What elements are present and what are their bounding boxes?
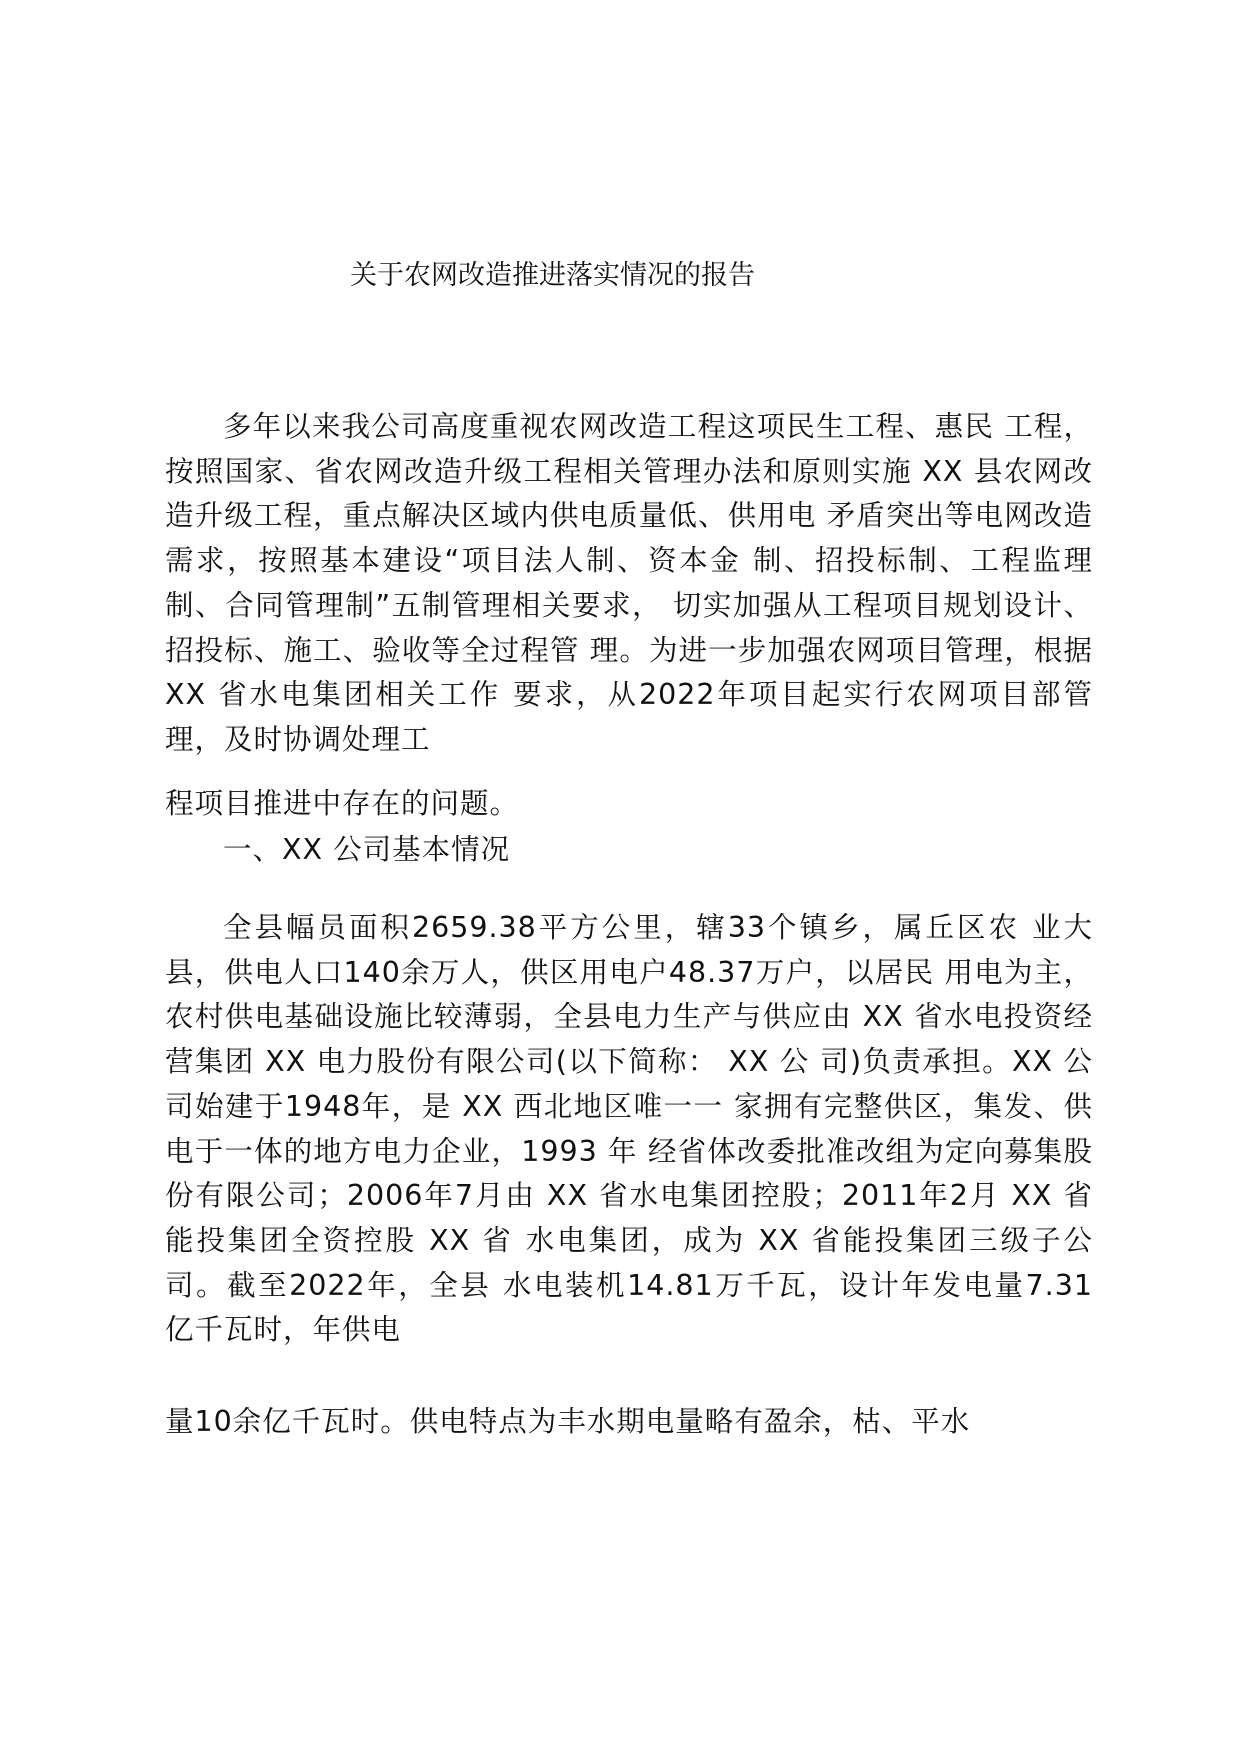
document-title: 关于农网改造推进落实情况的报告 [350,260,755,291]
paragraph-intro: 多年以来我公司高度重视农网改造工程这项民生工程、惠民 工程，按照国家、省农网改造升级工程相关管理办法和原则实施 XX 县农网改造升级工程，重点解决区域内供电质量低、供用电 矛盾突出等电网改造需求，按照基本建设“项目法人制、资本金 制、招投标制、工程监理制、合同管理制”五制管理相关要求， 切实加强从工程项目规划设计、招投标、施工、验收等全过程管 理。为进一步加强农网项目管理，根据 XX 省水电集团相关工作 要求，从2022年项目起实行农网项目部管理，及时协调处理工 [165,410,1093,756]
body-section-company [165,906,1093,1353]
paragraph-company-info-continued: 量10余亿千瓦时。供电特点为丰水期电量略有盈余，枯、平水 [165,1405,971,1438]
body-section-intro [165,405,1093,763]
body-section-heading [165,828,1093,873]
body-section-company-continued [165,1400,1093,1445]
paragraph-intro-continued: 程项目推进中存在的问题。 [165,787,520,820]
section-heading: 一、XX 公司基本情况 [223,833,511,866]
paragraph-company-info: 全县幅员面积2659.38平方公里，辖33个镇乡，属丘区农 业大县，供电人口140余万人，供区用电户48.37万户，以居民 用电为主，农村供电基础设施比较薄弱，全县电力生产与供应由 XX 省水电投资经营集团 XX 电力股份有限公司(以下简称： XX 公 司)负责承担。XX 公司始建于1948年，是 XX 西北地区唯一一 家拥有完整供区，集发、供电于一体的地方电力企业，1993 年 经省体改委批准改组为定向募集股份有限公司；2006年7月由 XX 省水电集团控股；2011年2月 XX 省能投集团全资控股 XX 省 水电集团，成为 XX 省能投集团三级子公司。截至2022年，全县 水电装机14.81万千瓦，设计年发电量7.31 亿千瓦时，年供电 [165,911,1093,1347]
body-section-intro-continued [165,782,1093,827]
